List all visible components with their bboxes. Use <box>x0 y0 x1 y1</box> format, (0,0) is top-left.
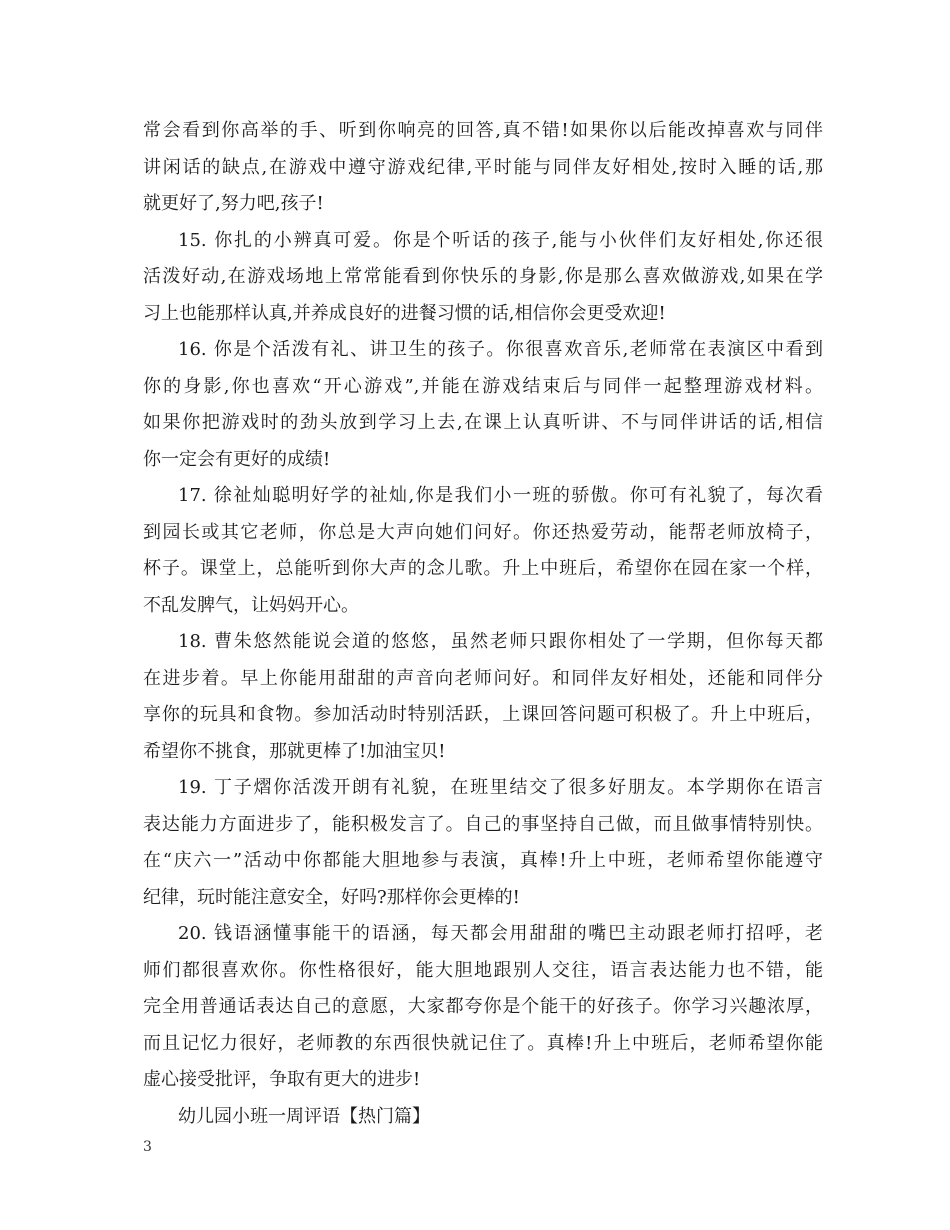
text-line: 习上也能那样认真,并养成良好的进餐习惯的话,相信你会更受欢迎! <box>143 302 666 324</box>
text-line: 20. 钱语涵懂事能干的语涵，每天都会用甜甜的嘴巴主动跟老师打招呼，老 <box>178 923 823 944</box>
text-line: 18. 曹朱悠然能说会道的悠悠，虽然老师只跟你相处了一学期，但你每天都 <box>178 631 823 652</box>
body-text <box>143 113 823 1135</box>
text-line: 幼儿园小班一周评语【热门篇】 <box>178 1105 430 1127</box>
text-line: 你一定会有更好的成绩! <box>143 448 331 470</box>
text-line: 不乱发脾气，让妈妈开心。 <box>143 594 359 616</box>
text-line: 就更好了,努力吧,孩子! <box>143 193 324 214</box>
text-line: 表达能力方面进步了，能积极发言了。自己的事坚持自己做，而且做事情特别快。 <box>143 813 823 835</box>
text-line: 完全用普通话表达自己的意愿，大家都夸你是个能干的好孩子。你学习兴趣浓厚， <box>143 996 823 1017</box>
text-line: 如果你把游戏时的劲头放到学习上去,在课上认真听讲、不与同伴讲话的话,相信 <box>143 412 823 433</box>
text-line: 在“庆六一”活动中你都能大胆地参与表演，真棒!升上中班，老师希望你能遵守 <box>143 850 823 871</box>
text-line: 师们都很喜欢你。你性格很好，能大胆地跟别人交往，语言表达能力也不错，能 <box>143 959 823 981</box>
text-line: 常会看到你高举的手、听到你响亮的回答,真不错!如果你以后能改掉喜欢与同伴 <box>143 120 823 141</box>
text-line: 17. 徐祉灿聪明好学的祉灿,你是我们小一班的骄傲。你可有礼貌了，每次看 <box>178 485 823 506</box>
text-line: 19. 丁子熠你活泼开朗有礼貌，在班里结交了很多好朋友。本学期你在语言 <box>178 777 823 798</box>
text-line: 希望你不挑食，那就更棒了!加油宝贝! <box>143 740 446 762</box>
text-line: 而且记忆力很好，老师教的东西很快就记住了。真棒!升上中班后，老师希望你能 <box>143 1032 823 1054</box>
text-line: 16. 你是个活泼有礼、讲卫生的孩子。你很喜欢音乐,老师常在表演区中看到 <box>178 339 823 360</box>
text-line: 你的身影,你也喜欢“开心游戏”,并能在游戏结束后与同伴一起整理游戏材料。 <box>143 375 823 397</box>
page-number: 3 <box>143 1139 152 1155</box>
text-line: 讲闲话的缺点,在游戏中遵守游戏纪律,平时能与同伴友好相处,按时入睡的话,那 <box>143 156 823 178</box>
text-line: 享你的玩具和食物。参加活动时特别活跃，上课回答问题可积极了。升上中班后， <box>143 704 823 725</box>
text-line: 杯子。课堂上，总能听到你大声的念儿歌。升上中班后，希望你在园在家一个样， <box>143 558 823 579</box>
text-line: 到园长或其它老师，你总是大声向她们问好。你还热爱劳动，能帮老师放椅子， <box>143 521 823 543</box>
text-line: 活泼好动,在游戏场地上常常能看到你快乐的身影,你是那么喜欢做游戏,如果在学 <box>143 266 823 287</box>
text-line: 纪律，玩时能注意安全，好吗?那样你会更棒的! <box>143 886 520 908</box>
text-line: 15. 你扎的小辨真可爱。你是个听话的孩子,能与小伙伴们友好相处,你还很 <box>178 229 823 251</box>
text-line: 虚心接受批评，争取有更大的进步! <box>143 1069 421 1090</box>
text-line: 在进步着。早上你能用甜甜的声音向老师问好。和同伴友好相处，还能和同伴分 <box>143 667 823 689</box>
